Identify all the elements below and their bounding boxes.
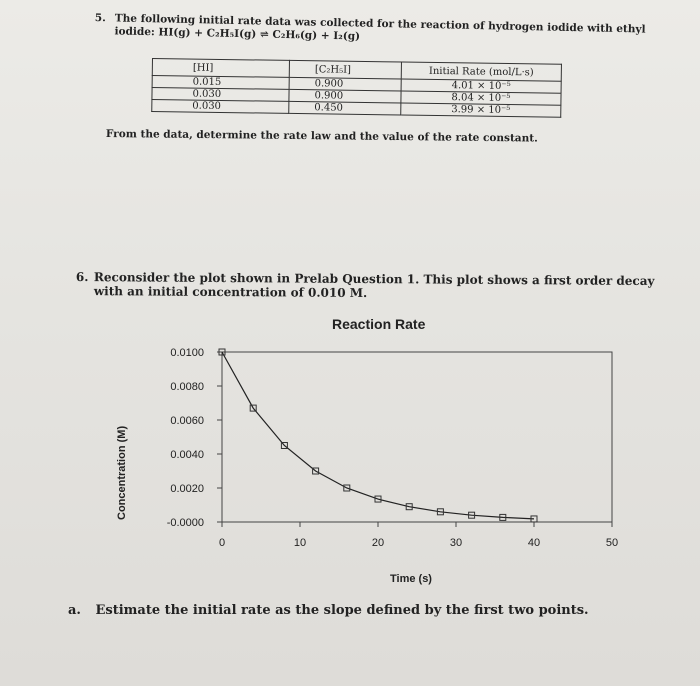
x-tick-label: 30 — [449, 537, 463, 549]
header-ethyl-iodide: [C₂H₅I] — [289, 60, 401, 79]
table-cell: 4.01 × 10⁻⁵ — [401, 79, 561, 93]
question-5-number: 5. — [94, 12, 106, 25]
table-cell: 0.900 — [289, 89, 401, 103]
question-5-prompt: From the data, determine the rate law and the value of the rate constant. — [105, 128, 538, 145]
table-cell: 0.030 — [152, 100, 289, 114]
y-tick-label: -0.0000 — [166, 517, 204, 529]
y-tick-label: 0.0060 — [170, 415, 204, 427]
x-tick-label: 20 — [371, 537, 385, 549]
y-axis-label: Concentration (M) — [116, 425, 128, 520]
y-tick-label: 0.0020 — [170, 483, 204, 495]
table-cell: 0.450 — [289, 101, 401, 115]
question-5-text: The following initial rate data was collected for the reaction of hydrogen iodide with ethyl iodide: HI(g) + C₂H₅I(g) ⇌ C₂H₆(g) + I₂(g) — [114, 12, 646, 43]
header-initial-rate: Initial Rate (mol/L·s) — [401, 62, 561, 81]
y-tick-label: 0.0080 — [170, 381, 204, 393]
x-tick-label: 40 — [527, 537, 541, 549]
decay-curve — [222, 352, 534, 519]
question-6-number: 6. — [75, 270, 89, 285]
table-cell: 8.04 × 10⁻⁵ — [401, 91, 561, 105]
table-cell: 0.900 — [289, 77, 401, 91]
plot-frame — [222, 352, 612, 522]
chart-title: Reaction Rate — [332, 316, 426, 332]
y-tick-label: 0.0100 — [170, 347, 204, 359]
x-tick-label: 50 — [605, 537, 619, 549]
question-6-text: Reconsider the plot shown in Prelab Question 1. This plot shows a first order decay with an initial concentration of 0.010 M. — [93, 270, 655, 301]
x-tick-label: 10 — [293, 537, 307, 549]
question-a — [68, 603, 589, 618]
x-axis-label: Time (s) — [390, 573, 432, 585]
y-tick-label: 0.0040 — [170, 449, 204, 461]
x-tick-label: 0 — [218, 537, 226, 549]
table-cell: 3.99 × 10⁻⁵ — [401, 103, 561, 117]
question-a-text: Estimate the initial rate as the slope defined by the first two points. — [95, 603, 589, 618]
header-hi: [HI] — [152, 59, 289, 78]
question-a-label: a. — [68, 603, 81, 618]
table-cell: 0.030 — [152, 88, 289, 102]
table-cell: 0.015 — [152, 76, 289, 90]
